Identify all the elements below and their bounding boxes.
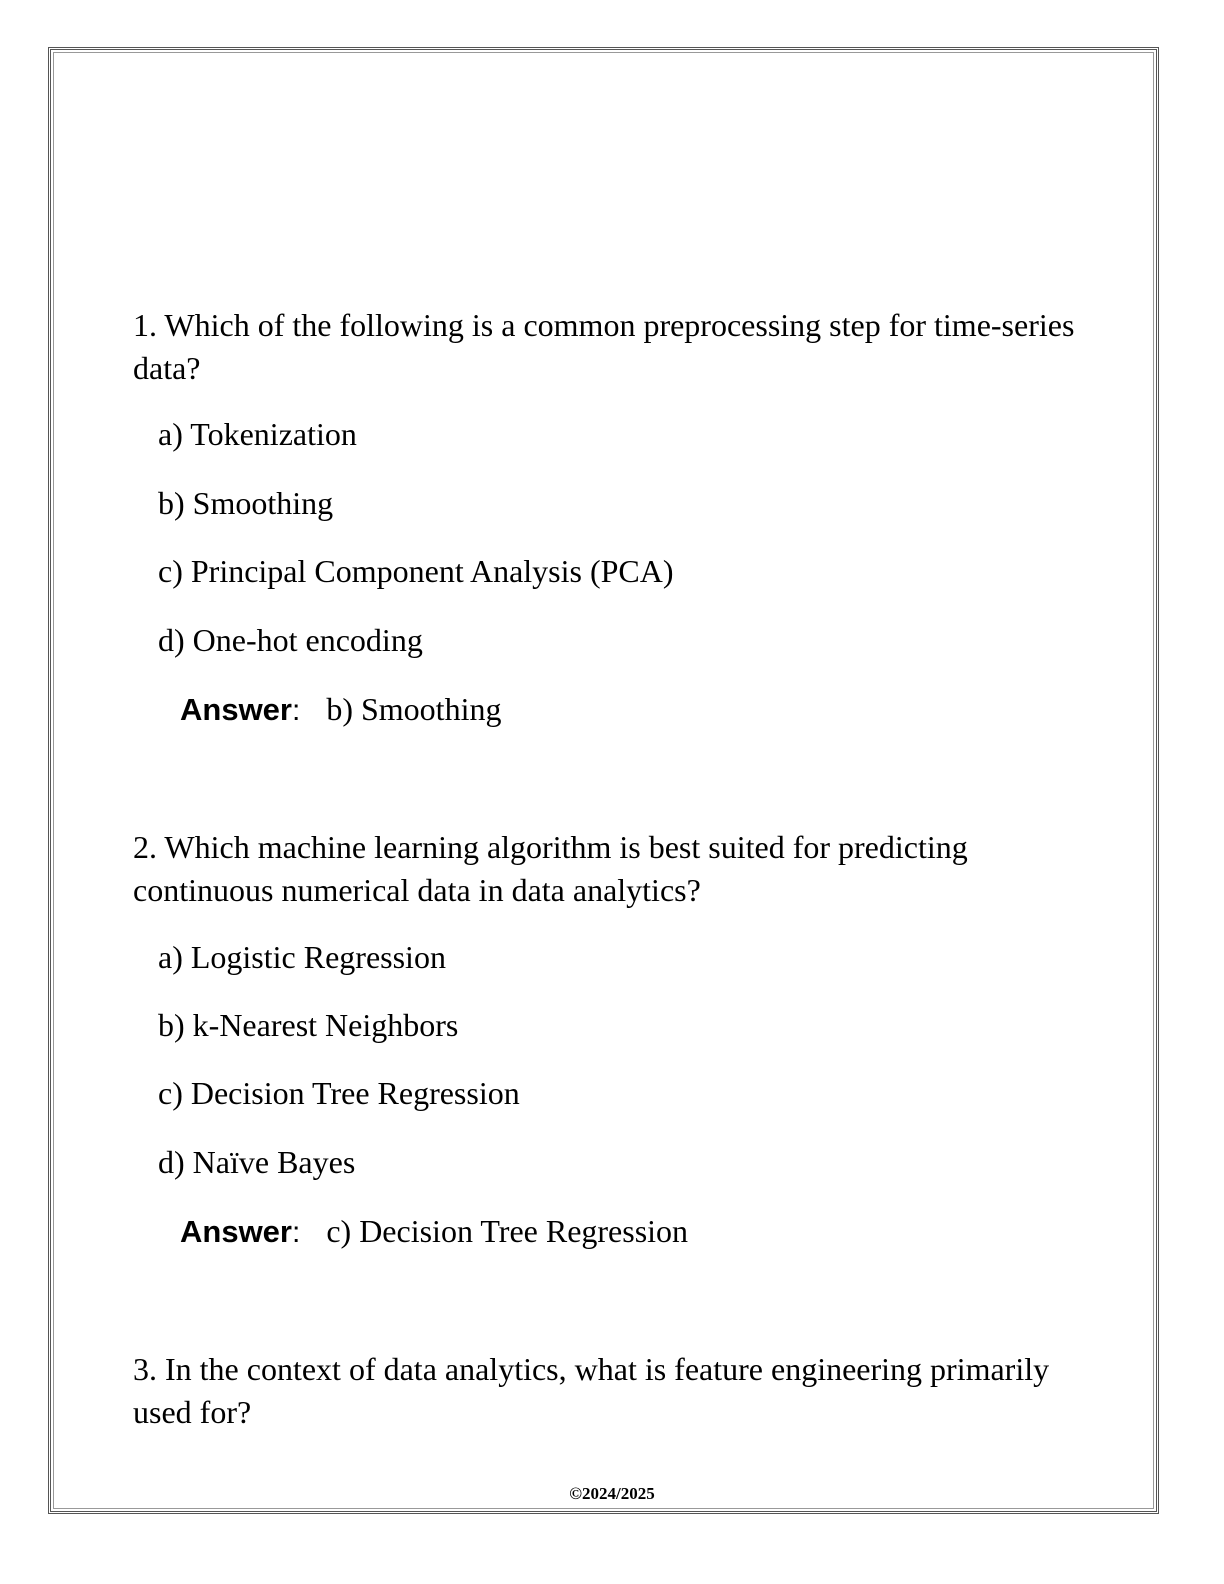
question-1-option-b: b) Smoothing xyxy=(158,485,334,521)
question-1-option-a: a) Tokenization xyxy=(158,416,357,452)
copyright-footer: ©2024/2025 xyxy=(569,1484,655,1503)
answer-colon: : xyxy=(291,1216,301,1249)
answer-colon: : xyxy=(291,694,301,727)
question-1-option-d: d) One-hot encoding xyxy=(158,622,423,658)
question-2-option-b: b) k-Nearest Neighbors xyxy=(158,1007,459,1043)
answer-value: b) Smoothing xyxy=(326,691,502,727)
question-1-text: 1. Which of the following is a common preprocessing step for time-series data? xyxy=(133,307,1075,386)
question-3-text: 3. In the context of data analytics, what is feature engineering primarily used for? xyxy=(133,1351,1050,1430)
question-2-option-c: c) Decision Tree Regression xyxy=(158,1075,520,1111)
answer-label: Answer xyxy=(180,1214,292,1249)
question-2-text: 2. Which machine learning algorithm is best suited for predicting continuous numerical data in data analytics? xyxy=(133,829,968,908)
question-2-option-d: d) Naïve Bayes xyxy=(158,1144,356,1180)
question-2-answer xyxy=(180,1211,688,1253)
question-1-option-c: c) Principal Component Analysis (PCA) xyxy=(158,553,674,589)
answer-value: c) Decision Tree Regression xyxy=(326,1213,689,1249)
page-border xyxy=(48,47,1159,1514)
question-2-option-a: a) Logistic Regression xyxy=(158,939,446,975)
question-1-answer xyxy=(180,689,501,731)
answer-label: Answer xyxy=(180,692,292,727)
